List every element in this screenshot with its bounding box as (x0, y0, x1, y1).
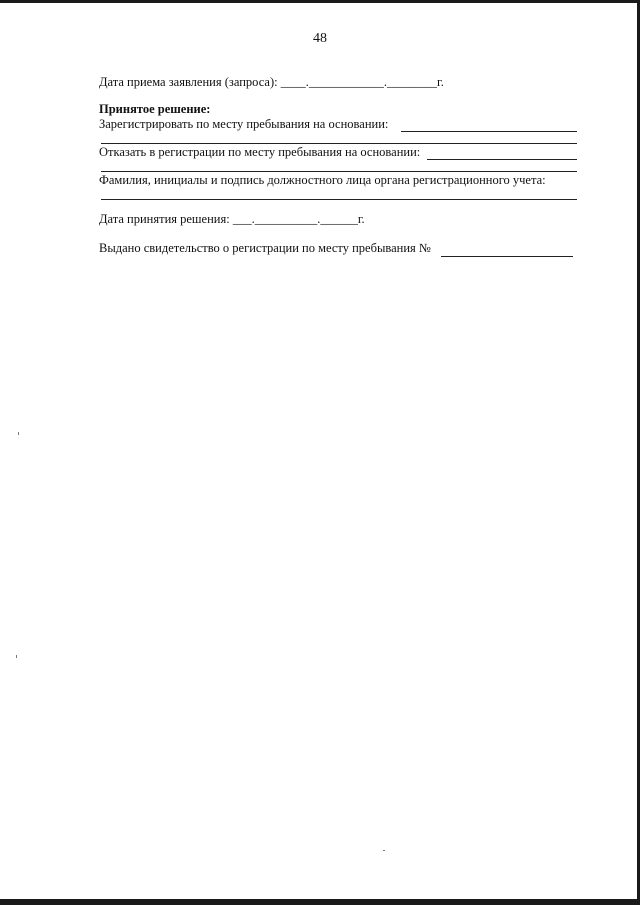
scan-speck (18, 432, 19, 435)
decision-date-row (99, 212, 365, 226)
scan-speck (383, 850, 385, 851)
register-basis-field[interactable] (401, 131, 577, 132)
scan-edge-bottom (0, 899, 640, 905)
scan-speck (16, 655, 17, 658)
decision-date-label: Дата принятия решения: (99, 212, 230, 226)
application-date-year-suffix: г. (436, 75, 444, 89)
register-label: Зарегистрировать по месту пребывания на основании: (99, 117, 389, 131)
register-basis-field-line2[interactable] (101, 143, 577, 144)
application-date-blank[interactable]: ____.____________.________ (280, 75, 437, 89)
decision-date-year-suffix: г. (357, 212, 365, 226)
official-label: Фамилия, инициалы и подпись должностного лица органа регистрационного учета: (99, 173, 546, 187)
application-date-label: Дата приема заявления (запроса): (99, 75, 278, 89)
certificate-number-field[interactable] (441, 256, 573, 257)
refuse-label: Отказать в регистрации по месту пребывания на основании: (99, 145, 421, 159)
certificate-label: Выдано свидетельство о регистрации по месту пребывания № (99, 241, 431, 255)
official-signature-field[interactable] (101, 199, 577, 200)
refuse-basis-field[interactable] (427, 159, 577, 160)
decision-date-blank[interactable]: ___.__________.______ (232, 212, 358, 226)
application-date-row (99, 75, 444, 89)
decision-heading: Принятое решение: (99, 102, 211, 116)
page-number: 48 (313, 31, 327, 46)
refuse-basis-field-line2[interactable] (101, 171, 577, 172)
scan-edge-top (0, 0, 640, 3)
